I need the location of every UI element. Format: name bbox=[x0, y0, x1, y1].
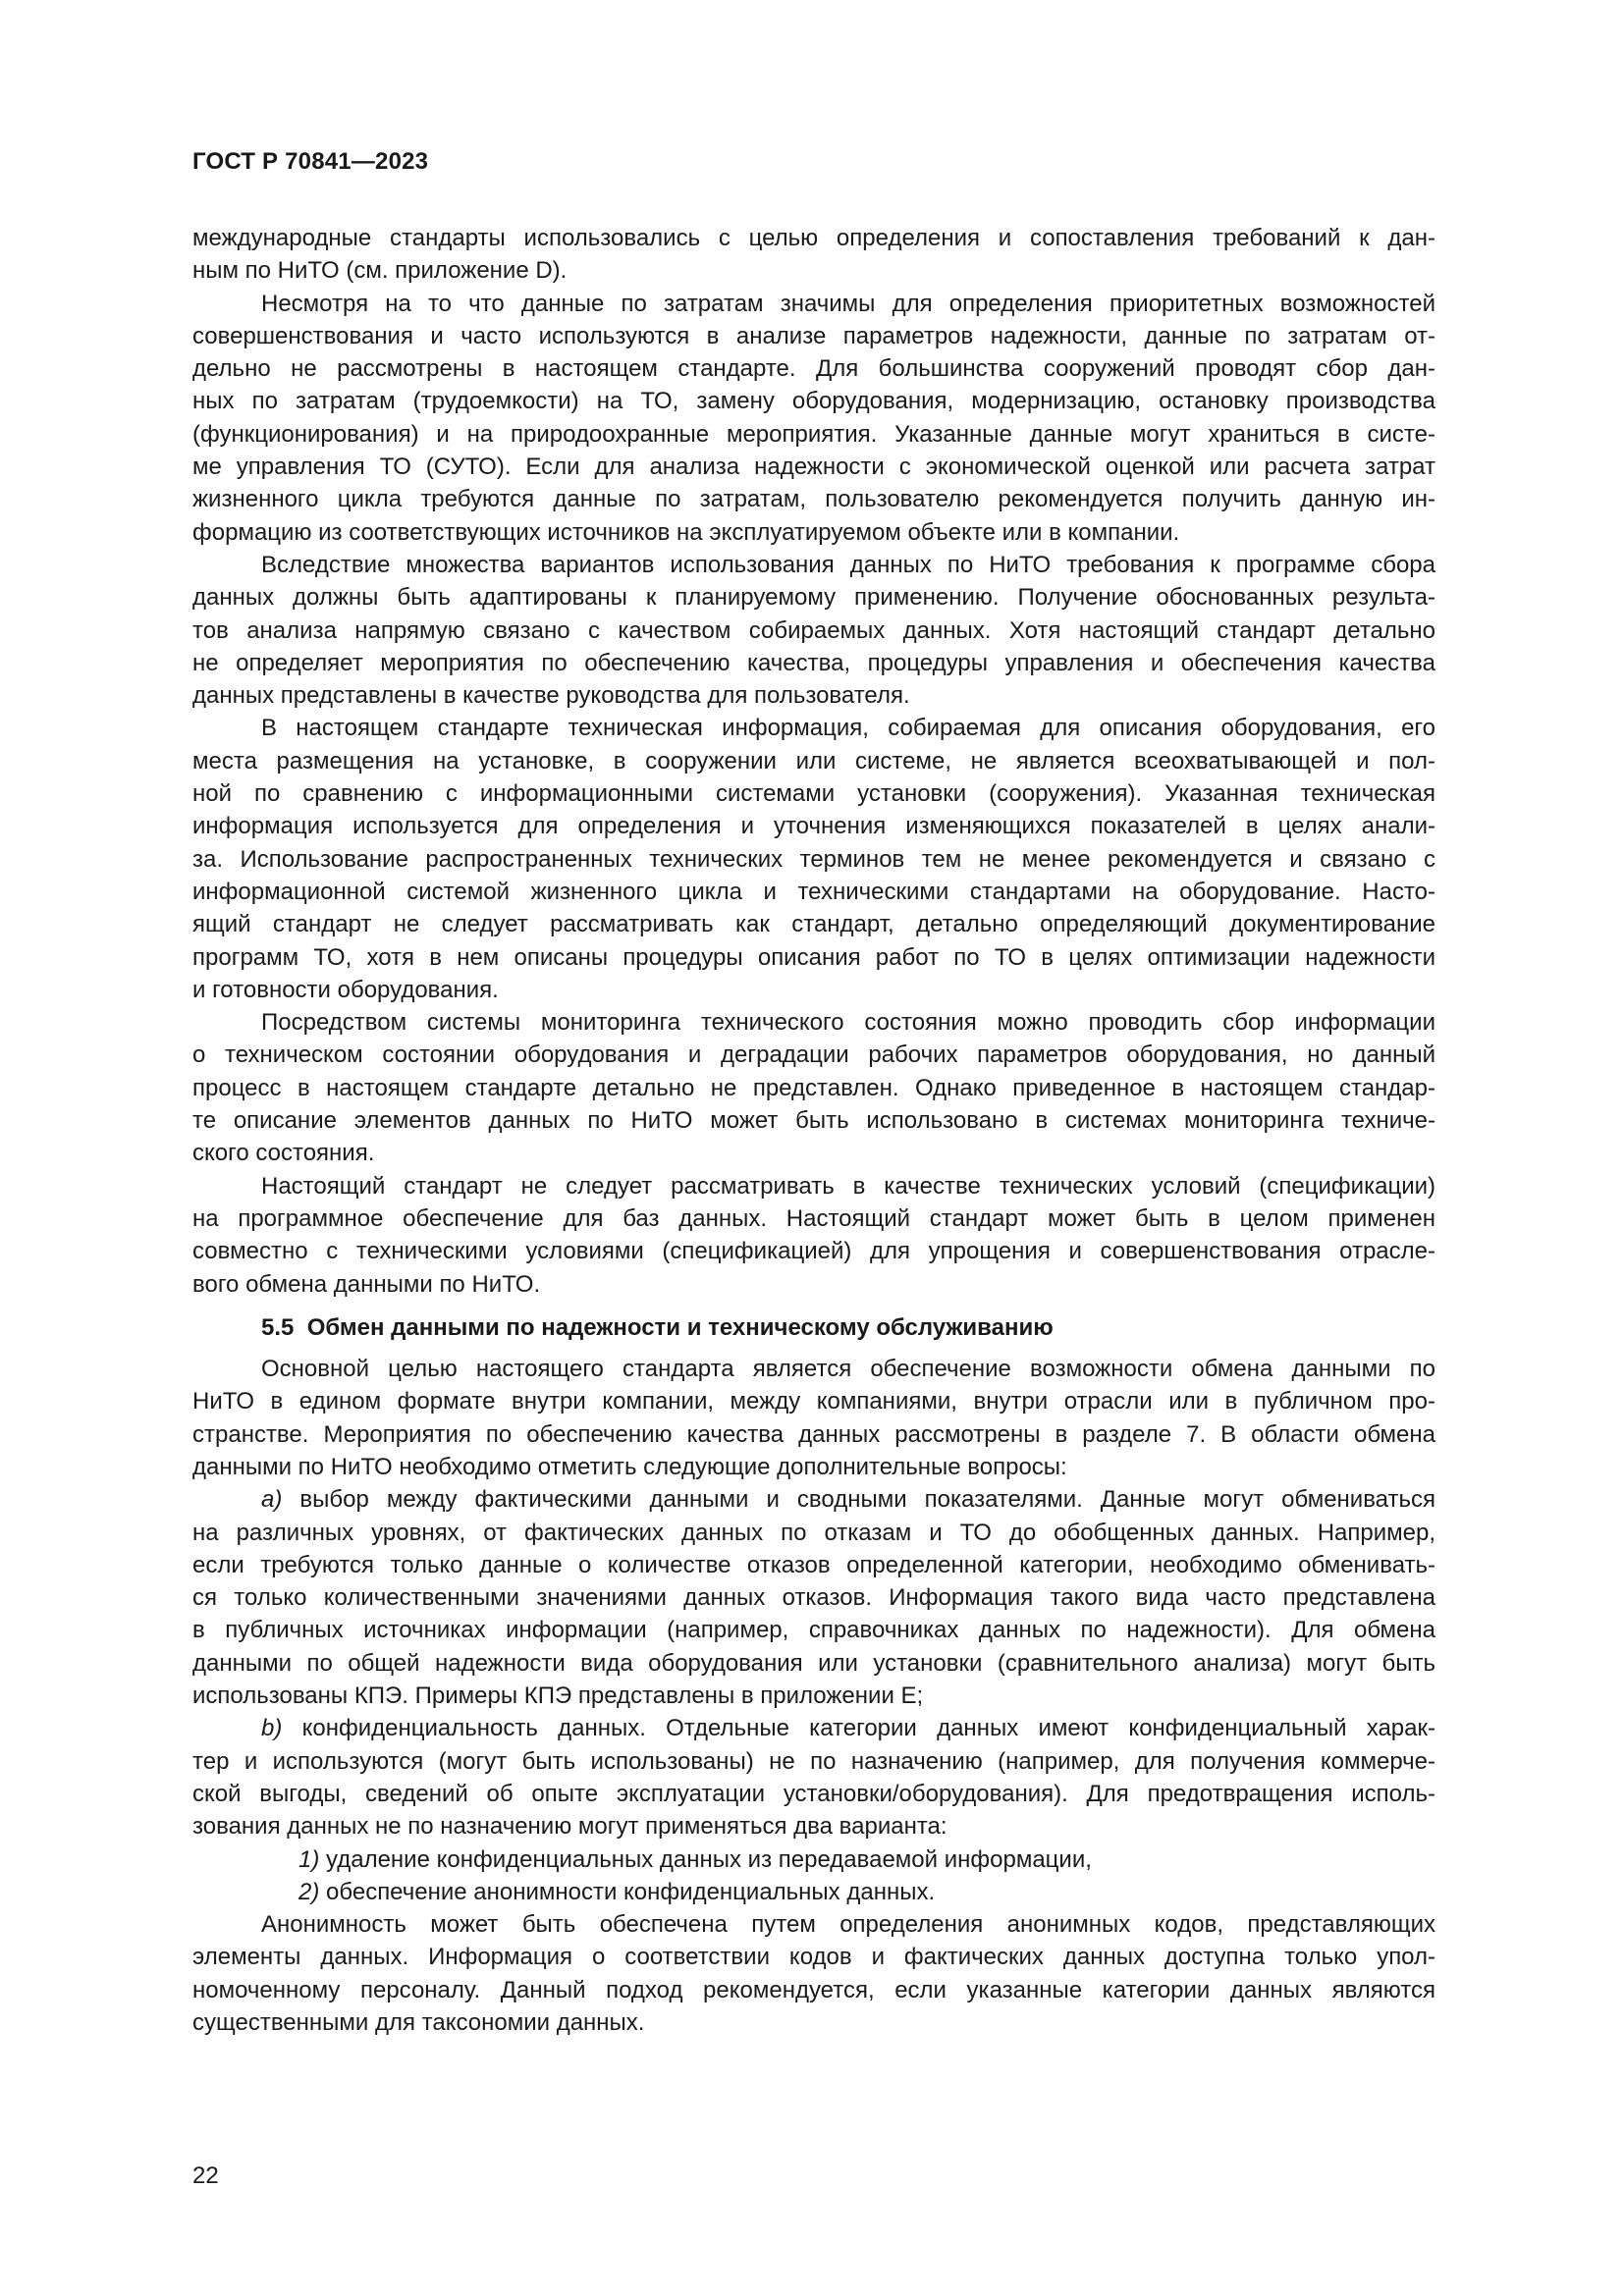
paragraph bbox=[192, 1170, 1435, 1301]
text-line: данными по НиТО необходимо отметить следующие дополнительные вопросы: bbox=[192, 1453, 1067, 1480]
list-item-b bbox=[192, 1712, 1435, 1842]
text-line: Анонимность может быть обеспечена путем определения анонимных кодов, представляющих bbox=[261, 1911, 1435, 1939]
section-title-text: Обмен данными по надежности и техническому обслуживанию bbox=[306, 1313, 1054, 1341]
sub-list-item-text: удаление конфиденциальных данных из передаваемой информации, bbox=[326, 1845, 1092, 1873]
text-line: (функционирования) и на природоохранные мероприятия. Указанные данные могут храниться в систе- bbox=[192, 420, 1435, 448]
sub-list-item bbox=[192, 1843, 1435, 1876]
paragraph bbox=[192, 1006, 1435, 1169]
text-line: вого обмена данными по НиТО. bbox=[192, 1270, 541, 1298]
text-line: жизненного цикла требуются данные по затратам, пользователю рекомендуется получить данную ин- bbox=[192, 486, 1435, 513]
text-line: В настоящем стандарте техническая информация, собираемая для описания оборудования, его bbox=[261, 715, 1435, 742]
document-body bbox=[192, 222, 1435, 2039]
text-line: совместно с техническими условиями (спецификацией) для упрощения и совершенствования отрасле- bbox=[192, 1238, 1435, 1265]
text-line: Вследствие множества вариантов использования данных по НиТО требования к программе сбора bbox=[261, 551, 1435, 578]
text-line: процесс в настоящем стандарте детально не представлен. Однако приведенное в настоящем стандар- bbox=[192, 1074, 1435, 1101]
text-line: программ ТО, хотя в нем описаны процедуры описания работ по ТО в целях оптимизации надежности bbox=[192, 943, 1435, 971]
text-line: информационной системой жизненного цикла и техническими стандартами на оборудование. Насто- bbox=[192, 878, 1435, 905]
text-line: данных представлены в качестве руководства для пользователя. bbox=[192, 682, 910, 710]
list-item-text: выбор между фактическими данными и сводными показателями. Данные могут обмениваться bbox=[299, 1486, 1435, 1514]
text-line: и готовности оборудования. bbox=[192, 976, 499, 1003]
text-line: ме управления ТО (СУТО). Если для анализа надежности с экономической оценкой или расчета затрат bbox=[192, 454, 1435, 481]
text-line: в публичных источниках информации (например, справочниках данных по надежности). Для обмена bbox=[192, 1617, 1435, 1644]
list-marker: a) bbox=[261, 1486, 283, 1514]
text-line: если требуются только данные о количестве отказов определенной категории, необходимо обменивать- bbox=[192, 1551, 1435, 1578]
text-line: тов анализа напрямую связано с качеством собираемых данных. Хотя настоящий стандарт детально bbox=[192, 616, 1435, 644]
document-header: ГОСТ Р 70841—2023 bbox=[192, 148, 429, 175]
paragraph bbox=[192, 288, 1435, 549]
paragraph bbox=[192, 1908, 1435, 2039]
text-line: номоченному персоналу. Данный подход рекомендуется, если указанные категории данных являются bbox=[192, 1976, 1435, 2003]
text-line: элементы данных. Информация о соответствии кодов и фактических данных доступна только упол- bbox=[192, 1944, 1435, 1971]
text-line: ным по НиТО (см. приложение D). bbox=[192, 257, 568, 285]
section-title bbox=[192, 1311, 1435, 1344]
list-item-first-line bbox=[192, 1712, 1435, 1744]
text-line: формацию из соответствующих источников на эксплуатируемом объекте или в компании. bbox=[192, 518, 1180, 546]
section-number: 5.5 bbox=[261, 1313, 295, 1341]
text-line: ящий стандарт не следует рассматривать как стандарт, детально определяющий документирование bbox=[192, 911, 1435, 938]
text-line: те описание элементов данных по НиТО может быть использовано в системах мониторинга техниче- bbox=[192, 1107, 1435, 1135]
text-line: на программное обеспечение для баз данных. Настоящий стандарт может быть в целом применен bbox=[192, 1204, 1435, 1232]
sub-list-item-text: обеспечение анонимности конфиденциальных данных. bbox=[326, 1878, 936, 1905]
text-line: места размещения на установке, в сооружении или системе, не является всеохватывающей и пол- bbox=[192, 747, 1435, 774]
text-line: ных по затратам (трудоемкости) на ТО, замену оборудования, модернизацию, остановку производства bbox=[192, 388, 1435, 415]
sub-list-item bbox=[192, 1876, 1435, 1908]
list-marker: 2) bbox=[298, 1878, 320, 1905]
text-line: не определяет мероприятия по обеспечению качества, процедуры управления и обеспечения качества bbox=[192, 649, 1435, 676]
list-marker: 1) bbox=[298, 1845, 320, 1873]
page-number: 22 bbox=[192, 2163, 219, 2189]
text-line: ся только количественными значениями данных отказов. Информация такого вида часто представлена bbox=[192, 1584, 1435, 1612]
text-line: информация используется для определения и уточнения изменяющихся показателей в целях анали- bbox=[192, 813, 1435, 840]
text-line: дельно не рассмотрены в настоящем стандарте. Для большинства сооружений проводят сбор дан- bbox=[192, 355, 1435, 383]
text-line: существенными для таксономии данных. bbox=[192, 2009, 645, 2037]
text-line: на различных уровнях, от фактических данных по отказам и ТО до обобщенных данных. Например, bbox=[192, 1519, 1435, 1546]
list-item-a bbox=[192, 1483, 1435, 1712]
text-line: ской выгоды, сведений об опыте эксплуатации установки/оборудования). Для предотвращения исполь- bbox=[192, 1780, 1435, 1807]
text-line: Посредством системы мониторинга технического состояния можно проводить сбор информации bbox=[261, 1009, 1435, 1037]
text-line: данными по общей надежности вида оборудования или установки (сравнительного анализа) могут быть bbox=[192, 1649, 1435, 1677]
paragraph bbox=[192, 1353, 1435, 1483]
text-line: Несмотря на то что данные по затратам значимы для определения приоритетных возможностей bbox=[261, 290, 1435, 317]
text-line: за. Использование распространенных технических терминов тем не менее рекомендуется и связано с bbox=[192, 845, 1435, 873]
text-line: данных должны быть адаптированы к планируемому применению. Получение обоснованных результа- bbox=[192, 584, 1435, 612]
text-line: тер и используются (могут быть использованы) не по назначению (например, для получения коммерче- bbox=[192, 1747, 1435, 1775]
text-line: странстве. Мероприятия по обеспечению качества данных рассмотрены в разделе 7. В области обмена bbox=[192, 1420, 1435, 1448]
text-line: Основной целью настоящего стандарта является обеспечение возможности обмена данными по bbox=[261, 1356, 1435, 1383]
text-line: зования данных не по назначению могут применяться два варианта: bbox=[192, 1813, 947, 1841]
paragraph bbox=[192, 549, 1435, 712]
list-item-first-line bbox=[192, 1483, 1435, 1516]
text-line: ского состояния. bbox=[192, 1140, 375, 1167]
text-line: совершенствования и часто используются в анализе параметров надежности, данные по затратам от- bbox=[192, 322, 1435, 349]
paragraph bbox=[192, 222, 1435, 288]
paragraph bbox=[192, 712, 1435, 1006]
text-line: использованы КПЭ. Примеры КПЭ представлены в приложении Е; bbox=[192, 1682, 924, 1710]
text-line: Настоящий стандарт не следует рассматривать в качестве технических условий (спецификации) bbox=[261, 1172, 1435, 1200]
list-item-text: конфиденциальность данных. Отдельные категории данных имеют конфиденциальный харак- bbox=[301, 1715, 1435, 1742]
text-line: международные стандарты использовались с целью определения и сопоставления требований к дан- bbox=[192, 225, 1435, 251]
list-marker: b) bbox=[261, 1715, 283, 1742]
text-line: о техническом состоянии оборудования и деградации рабочих параметров оборудования, но данный bbox=[192, 1041, 1435, 1069]
text-line: НиТО в едином формате внутри компании, между компаниями, внутри отрасли или в публичном про- bbox=[192, 1388, 1435, 1415]
text-line: ной по сравнению с информационными системами установки (сооружения). Указанная техническая bbox=[192, 780, 1435, 808]
